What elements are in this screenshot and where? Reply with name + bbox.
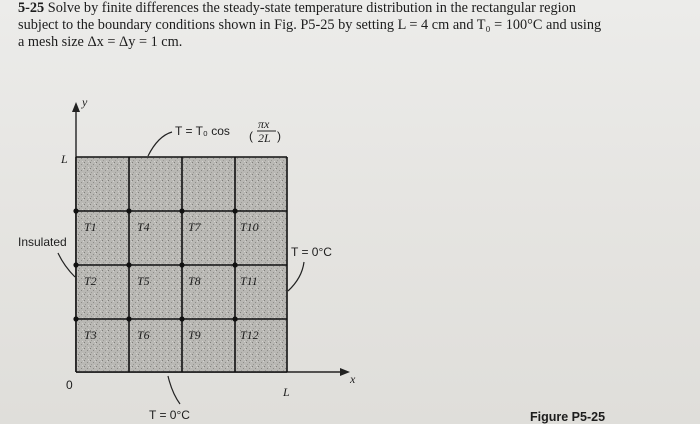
right-bc-label: T = 0°C bbox=[291, 245, 332, 259]
x-axis-arrow-icon bbox=[340, 368, 350, 376]
node-T2: T2 bbox=[84, 274, 97, 288]
figure-caption: Figure P5-25 bbox=[530, 410, 606, 424]
top-bc-frac-num: πx bbox=[258, 117, 270, 131]
top-bc-prefix: T = T₀ cos bbox=[175, 124, 230, 138]
node-T1: T1 bbox=[84, 220, 97, 234]
problem-line-3: a mesh size Δx = Δy = 1 cm. bbox=[18, 34, 183, 50]
node-T8: T8 bbox=[188, 274, 201, 288]
node-T12: T12 bbox=[240, 328, 259, 342]
bottom-bc-label: T = 0°C bbox=[149, 408, 190, 422]
right-bc-leader bbox=[288, 262, 304, 291]
tick-L-x: L bbox=[283, 385, 290, 399]
left-bc-label: Insulated bbox=[18, 235, 67, 249]
top-bc-frac-den: 2L bbox=[258, 131, 271, 145]
node-T7: T7 bbox=[188, 220, 201, 234]
node-T5: T5 bbox=[137, 274, 150, 288]
bottom-bc-leader bbox=[168, 376, 180, 404]
left-bc-leader bbox=[58, 253, 75, 277]
y-axis-arrow-icon bbox=[72, 102, 80, 112]
tick-L-y: L bbox=[61, 152, 68, 166]
problem-number: 5-25 bbox=[18, 0, 45, 16]
top-bc-close-paren: ) bbox=[277, 129, 281, 143]
node-T6: T6 bbox=[137, 328, 150, 342]
problem-line-2: subject to the boundary conditions shown in Fig. P5-25 by setting L = 4 cm and T₀ = 100°C and using bbox=[18, 17, 602, 33]
top-bc-leader bbox=[148, 132, 172, 156]
node-T4: T4 bbox=[137, 220, 150, 234]
problem-text-1: Solve by finite differences the steady-state temperature distribution in the rectangular region bbox=[47, 0, 576, 16]
y-axis-label: y bbox=[82, 95, 88, 109]
node-T11: T11 bbox=[240, 274, 258, 288]
origin-label: 0 bbox=[66, 378, 73, 392]
node-T9: T9 bbox=[188, 328, 201, 342]
node-T10: T10 bbox=[240, 220, 259, 234]
top-bc-open-paren: ( bbox=[249, 129, 253, 143]
x-axis-label: x bbox=[350, 372, 356, 386]
node-T3: T3 bbox=[84, 328, 97, 342]
